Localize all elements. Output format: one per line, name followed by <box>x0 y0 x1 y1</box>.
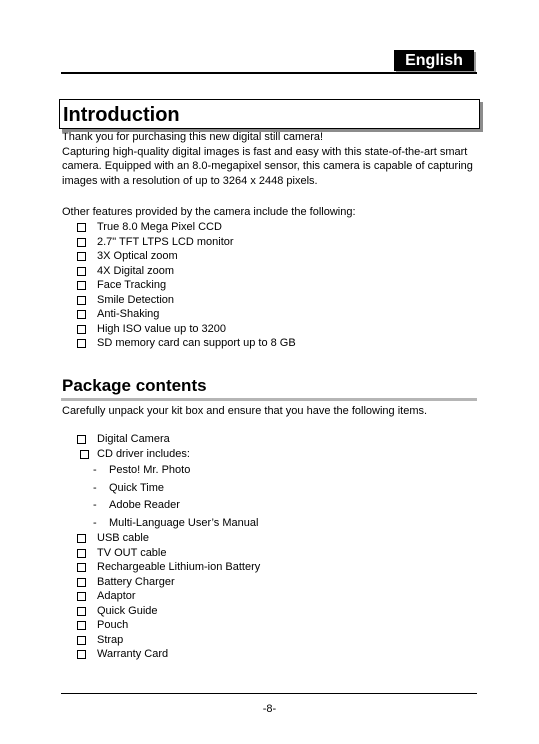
checkbox-icon <box>77 592 86 601</box>
list-item: Digital Camera <box>77 432 437 447</box>
list-item: Warranty Card <box>77 647 437 662</box>
checkbox-icon <box>77 339 86 348</box>
features-intro: Other features provided by the camera include the following: <box>62 206 356 218</box>
checkbox-icon <box>77 636 86 645</box>
list-item: - Pesto! Mr. Photo <box>93 464 191 476</box>
package-contents-title: Package contents <box>62 376 207 395</box>
checkbox-icon <box>77 281 86 290</box>
list-item: Strap <box>77 633 437 648</box>
list-item: TV OUT cable <box>77 546 437 561</box>
paragraph-line: images with a resolution of up to 3264 x 2448 pixels. <box>62 174 318 187</box>
header-rule <box>61 72 477 74</box>
list-item: 2.7" TFT LTPS LCD monitor <box>77 235 437 250</box>
list-item: - Quick Time <box>93 481 165 494</box>
checkbox-icon <box>77 534 86 543</box>
list-item: Adaptor <box>77 589 437 604</box>
checkbox-icon <box>77 607 86 616</box>
checkbox-icon <box>77 267 86 276</box>
package-list-top <box>77 432 437 461</box>
language-badge: English <box>394 50 474 71</box>
list-item: Anti-Shaking <box>77 307 437 322</box>
list-item: USB cable <box>77 531 437 546</box>
list-item: - Multi-Language User’s Manual <box>93 516 259 529</box>
checkbox-icon <box>77 435 86 444</box>
paragraph-line: Capturing high-quality digital images is fast and easy with this state-of-the-art smart <box>62 145 468 158</box>
list-item: SD memory card can support up to 8 GB <box>77 336 437 351</box>
page-number: -8- <box>262 703 277 715</box>
checkbox-icon <box>77 563 86 572</box>
checkbox-icon <box>77 578 86 587</box>
checkbox-icon <box>80 450 89 459</box>
list-item: 4X Digital zoom <box>77 264 437 279</box>
checkbox-icon <box>77 223 86 232</box>
list-item: Face Tracking <box>77 278 437 293</box>
list-item: Quick Guide <box>77 604 437 619</box>
list-item: Smile Detection <box>77 293 437 308</box>
introduction-paragraph <box>62 130 482 188</box>
package-title-rule <box>61 398 477 401</box>
checkbox-icon <box>77 296 86 305</box>
checkbox-icon <box>77 549 86 558</box>
checkbox-icon <box>77 325 86 334</box>
list-item: 3X Optical zoom <box>77 249 437 264</box>
checkbox-icon <box>77 310 86 319</box>
introduction-title: Introduction <box>63 104 180 126</box>
list-item: Pouch <box>77 618 437 633</box>
package-intro: Carefully unpack your kit box and ensure that you have the following items. <box>62 405 428 417</box>
list-item: CD driver includes: <box>77 447 437 462</box>
checkbox-icon <box>77 238 86 247</box>
checkbox-icon <box>77 621 86 630</box>
cd-driver-list <box>93 462 433 532</box>
footer-rule <box>61 693 477 694</box>
list-item: True 8.0 Mega Pixel CCD <box>77 220 437 235</box>
paragraph-line: Thank you for purchasing this new digital still camera! <box>62 131 324 143</box>
package-list-bottom <box>77 531 437 662</box>
paragraph-line: camera. Equipped with an 8.0-megapixel sensor, this camera is capable of capturing <box>62 160 473 172</box>
features-list <box>77 220 437 351</box>
list-item: Rechargeable Lithium-ion Battery <box>77 560 437 575</box>
list-item: High ISO value up to 3200 <box>77 322 437 337</box>
checkbox-icon <box>77 252 86 261</box>
checkbox-icon <box>77 650 86 659</box>
list-item: - Adobe Reader <box>93 499 180 511</box>
list-item: Battery Charger <box>77 575 437 590</box>
